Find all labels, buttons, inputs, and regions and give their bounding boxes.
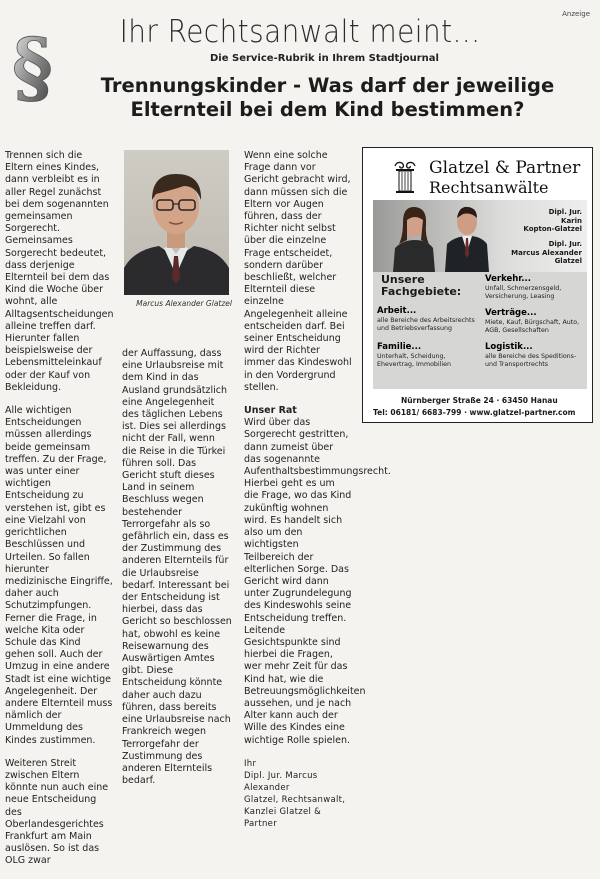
- section-heading: Unser Rat: [244, 405, 297, 417]
- article-column-1: [5, 150, 113, 879]
- practice-areas: [373, 272, 587, 389]
- article-headline: Trennungskinder - Was darf der jeweilige Elternteil bei dem Kind bestimmen?: [100, 74, 555, 121]
- svg-text:§: §: [12, 24, 53, 106]
- author-signature: Ihr Dipl. Jur. Marcus Alexander Glatzel, Rechtsanwalt, Kanzlei Glatzel & Partner: [244, 758, 346, 829]
- paragraph: der Auffassung, dass eine Urlaubsreise mit dem Kind in das Ausland grundsätzlich eine Angelegenheit des täglichen Lebens ist. Dies sei allerdings nicht der Fall, wenn die Reise in die Türkei führen soll. Das Gericht stuft dieses Land in seinem Beschluss wegen bestehender Terrorgefahr als so gefährlich ein, dass es der Zustimmung des anderen Elternteils für die Urlaubsreise bedarf. Interessant bei der Entscheidung ist hierbei, dass das Gericht so beschlossen hat, obwohl es keine Reisewarnung des Auswärtigen Amtes gibt. Diese Entscheidung könnte daher auch dazu führen, dass bereits eine Urlaubsreise nach Frankreich wegen Terrorgefahr der Zustimmung des anderen Elternteils bedarf.: [122, 348, 232, 787]
- article-column-3: [244, 150, 391, 830]
- page-subtitle: Die Service-Rubrik in Ihrem Stadtjournal: [210, 53, 439, 64]
- firm-address: Nürnberger Straße 24 · 63450 Hanau: [401, 396, 558, 405]
- practice-item: Verkehr... Unfall, Schmerzensgeld, Versicherung, Leasing: [485, 274, 562, 300]
- practice-areas-heading: Unsere Fachgebiete:: [381, 273, 462, 298]
- firm-name: Glatzel & Partner: [429, 158, 581, 178]
- column-logo-icon: [393, 160, 417, 194]
- partner-label-1: Dipl. Jur. Karin Kopton-Glatzel: [523, 208, 582, 233]
- practice-item: Verträge... Miete, Kauf, Bürgschaft, Auto, AGB, Gesellschaften: [485, 308, 580, 334]
- partner-label-2: Dipl. Jur. Marcus Alexander Glatzel: [511, 240, 582, 265]
- paragraph: Wird über das Sorgerecht gestritten, dann zumeist über das sogenannte Aufenthaltsbestimmungsrecht. Hierbei geht es um die Frage, wo das Kind zukünftig wohnen wird. Es handelt sich also um den wichtigsten Teilbereich der elterlichen Sorge. Das Gericht wird dann unter Zugrundelegung des Kindeswohls seine Entscheidung treffen. Leitende Gesichtspunkte sind hierbei die Fragen, wer mehr Zeit für das Kind hat, wie die Betreuungsmöglichkeiten aussehen, und je nach Alter kann auch der Wille des Kindes eine wichtige Rolle spielen.: [244, 417, 391, 746]
- paragraph: Trennen sich die Eltern eines Kindes, dann verbleibt es in aller Regel zunächst bei dem sogenannten gemeinsamen Sorgerecht. Gemeinsames Sorgerecht bedeutet, dass derjenige Elternteil bei dem das Kind die Woche über wohnt, alle Alltagsentscheidungen alleine treffen darf. Hierunter fallen beispielsweise der Lebensmitteleinkauf oder der Kauf von Bekleidung.: [5, 150, 114, 393]
- firm-subtitle: Rechtsanwälte: [429, 178, 549, 197]
- paragraph: Weiteren Streit zwischen Eltern könnte nun auch eine neue Entscheidung des Oberlandesgerichtes Frankfurt am Main auslösen. So ist das OLG zwar: [5, 757, 109, 867]
- paragraph: Wenn eine solche Frage dann vor Gericht gebracht wird, dann müssen sich die Eltern vor Augen führen, dass der Richter nicht selbst über die einzelne Frage entscheidet, sondern darüber beschließt, welcher Elternteil diese einzelne Angelegenheit alleine entscheiden darf. Bei seiner Entscheidung wird der Richter immer das Kindeswohl in den Vordergrund stellen.: [244, 150, 352, 393]
- paragraph: Alle wichtigen Entscheidungen müssen allerdings beide gemeinsam treffen. Zu der Frage, was unter einer wichtigen Entscheidung zu verstehen ist, gibt es eine Vielzahl von gerichtlichen Beschlüssen und Urteilen. So fallen hierunter medizinische Eingriffe, daher auch Schutzimpfungen. Ferner die Frage, in welche Kita oder Schule das Kind gehen soll. Auch der Umzug in eine andere Stadt ist eine wichtige Angelegenheit. Der andere Elternteil muss nämlich der Ummeldung des Kindes zustimmen.: [5, 405, 113, 746]
- page-title: Ihr Rechtsanwalt meint...: [119, 14, 481, 50]
- law-firm-ad: [362, 147, 593, 423]
- practice-item: Logistik... alle Bereiche des Speditions- und Transportrechts: [485, 342, 577, 368]
- firm-contact: Tel: 06181/ 6683-799 · www.glatzel-partner.com: [373, 408, 576, 417]
- ad-label: Anzeige: [562, 10, 590, 18]
- practice-item: Familie... Unterhalt, Scheidung, Ehevertrag, Immobilien: [377, 342, 452, 368]
- photo-caption: Marcus Alexander Glatzel: [136, 299, 232, 308]
- article-column-2: [122, 348, 232, 798]
- author-photo: [124, 150, 229, 295]
- practice-item: Arbeit... alle Bereiche des Arbeitsrechts und Betriebsverfassung: [377, 306, 475, 332]
